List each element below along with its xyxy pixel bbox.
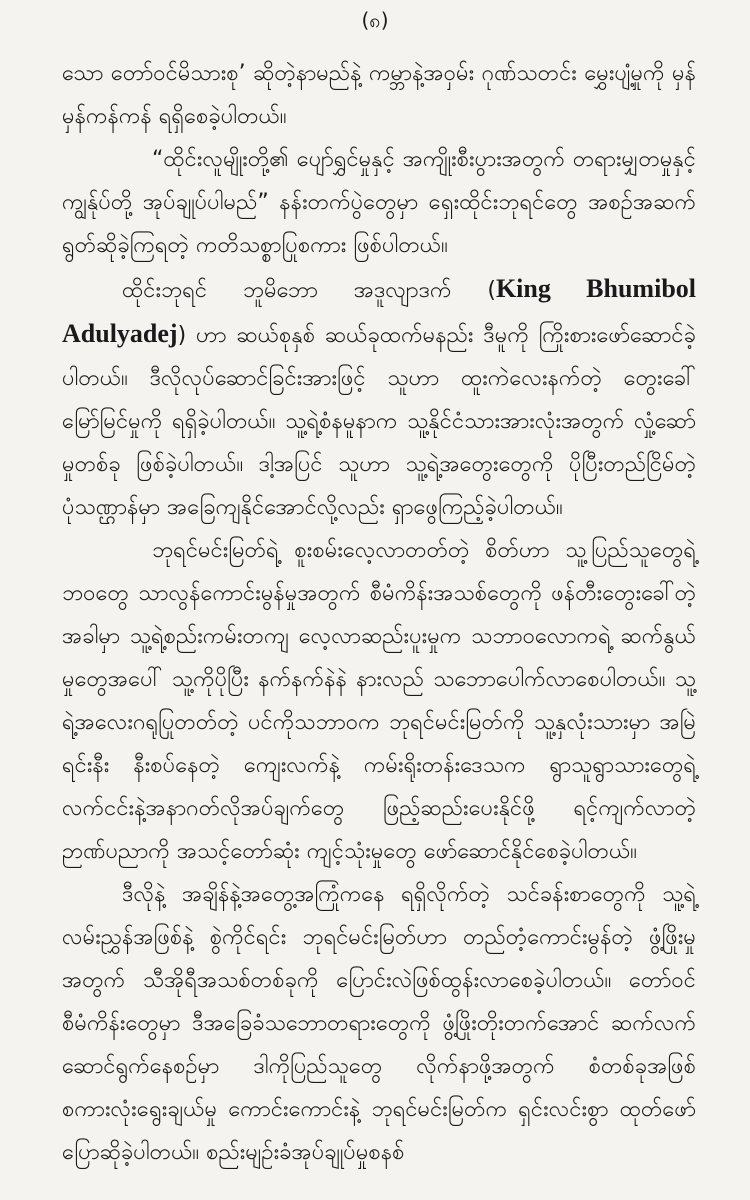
paragraph-3-rest: ) ဟာ ဆယ်စုနှစ် ဆယ်ခုထက်မနည်း ဒီမူကို ကြိုးစားဖော်ဆောင်ခဲ့ပါတယ်။ ဒီလိုလုပ်ဆောင်ခြင်းအားဖြင့် သူဟာ ထူးကဲလေးနက်တဲ့ တွေးခေါ်မြော်မြင်မှုကို ရရှိခဲ့ပါတယ်။ သူ့ရဲ့စံနမူနာက သူ့နိုင်ငံသားအားလုံးအတွက် လှုံ့ဆော်မှုတစ်ခု ဖြစ်ခဲ့ပါတယ်။ ဒါ့အပြင် သူဟာ သူ့ရဲ့အတွေးတွေကို ပိုပြီးတည်ငြိမ်တဲ့ ပုံသဏ္ဌာန်မှာ အခြေကျနိုင်အောင်လို့လည်း ရှာဖွေကြည့်ခဲ့ပါတယ်။ [62, 323, 696, 520]
paragraph-5: ဒီလိုနဲ့ အချိန်နဲ့အတွေ့အကြုံကနေ ရရှိလိုက်တဲ့ သင်ခန်းစာတွေကို သူ့ရဲ့လမ်းညွှန်အဖြစ်နဲ့ စွဲကိုင်ရင်း ဘုရင်မင်းမြတ်ဟာ တည်တံ့ကောင်းမွန်တဲ့ ဖွံ့ဖြိုးမှုအတွက် သီအိုရီအသစ်တစ်ခုကို ပြောင်းလဲဖြစ်ထွန်းလာစေခဲ့ပါတယ်။ တော်ဝင်စီမံကိန်းတွေမှာ ဒီအခြေခံသဘောတရားတွေကို ဖွံ့ဖြိုးတိုးတက်အောင် ဆက်လက်ဆောင်ရွက်နေစဉ်မှာ ဒါကိုပြည်သူတွေ လိုက်နာဖို့အတွက် စံတစ်ခုအဖြစ် စကားလုံးရွေးချယ်မှု ကောင်းကောင်းနဲ့ ဘုရင်မင်းမြတ်က ရှင်းလင်းစွာ ထုတ်ဖော်ပြောဆိုခဲ့ပါတယ်။ စည်းမျဉ်းခံအုပ်ချုပ်မှုစနစ် [62, 882, 696, 1165]
body-text [62, 52, 696, 1174]
paragraph-1: သော တော်ဝင်မိသားစု’ ဆိုတဲ့နာမည်နဲ့ ကမ္ဘာနဲ့အဝှမ်း ဂုဏ်သတင်း မွှေးပျံ့မှုကို မှန်မှန်ကန်ကန် ရရှိစေခဲ့ပါတယ်။ [62, 61, 696, 129]
page-number: (၈) [361, 8, 389, 32]
paragraph-4: ဘုရင်မင်းမြတ်ရဲ့ စူးစမ်းလေ့လာတတ်တဲ့ စိတ်ဟာ သူ့ပြည်သူတွေရဲ့ ဘဝတွေ သာလွန်ကောင်းမွန်မှုအတွက် စီမံကိန်းအသစ်တွေကို ဖန်တီးတွေးခေါ်တဲ့အခါမှာ သူ့ရဲ့စည်းကမ်းတကျ လေ့လာဆည်းပူးမှုက သဘာဝလောကရဲ့ ဆက်နွယ်မှုတွေအပေါ် သူ့ကိုပိုပြီး နက်နက်နဲနဲ နားလည် သဘောပေါက်လာစေပါတယ်။ သူ့ရဲ့အလေးဂရုပြုတတ်တဲ့ ပင်ကိုသဘာဝက ဘုရင်မင်းမြတ်ကို သူ့နှလုံးသားမှာ အမြဲရင်းနီး နီးစပ်နေတဲ့ ကျေးလက်နဲ့ ကမ်းရိုးတန်းဒေသက ရွာသူရွာသားတွေရဲ့ လက်ငင်းနဲ့အနာဂတ်လိုအပ်ချက်တွေ ဖြည့်ဆည်းပေးနိုင်ဖို့ ရင့်ကျက်လာတဲ့ ဉာဏ်ပညာကို အသင့်တော်ဆုံး ကျင့်သုံးမှုတွေ ဖော်ဆောင်နိုင်စေခဲ့ပါတယ်။ [62, 538, 696, 864]
paragraph-3-lead: ထိုင်းဘုရင် ဘူမိဘော အဒူလျာဒက် ( [122, 278, 496, 303]
paragraph-3 [62, 267, 696, 529]
king-name-latin: King Bhumibol Adulyadej [62, 274, 696, 348]
paragraph-2: “ထိုင်းလူမျိုးတို့၏ ပျော်ရွှင်မှုနှင့် အကျိုးစီးပွားအတွက် တရားမျှတမှုနှင့် ကျွန်ုပ်တို့ အုပ်ချုပ်ပါမည်” နန်းတက်ပွဲတွေမှာ ရှေးထိုင်းဘုရင်တွေ အစဉ်အဆက် ရွတ်ဆိုခဲ့ကြရတဲ့ ကတိသစ္စာပြုစကား ဖြစ်ပါတယ်။ [62, 147, 696, 258]
